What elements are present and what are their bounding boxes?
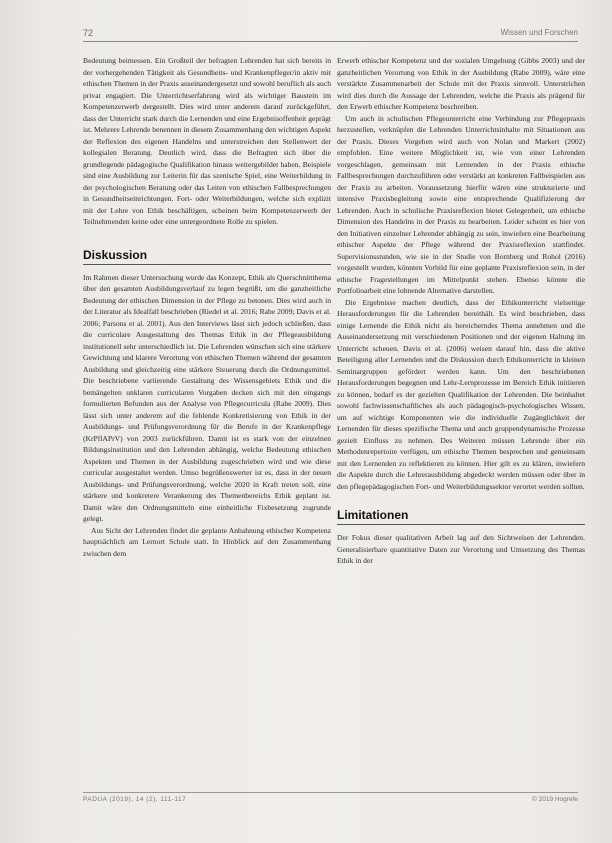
paragraph: Um auch in schulischen Pflegeunterricht eine Verbindung zur Pflegepraxis herzustellen, verknüpfen die Lehrenden Unterrichtsinhalte mit Situationen aus der Praxis. Dieses Vorgehen wird auch von Nolan und Markert (2002) empfohlen. Eine weitere Möglichkeit ist, wie von einer Lehrenden vorgeschlagen, gemeinsam mit Lernenden in der Praxis ethische Fallbesprechungen durchzuführen oder verstärkt an konkreten Fallbeispielen aus der Praxis zu arbeiten. Voraussetzung hierfür wären eine strukturierte und intensive Praxisbegleitung sowie eine entsprechende Qualifizierung der Lehrenden. Auch in schulische Praxisreflexion bietet Gelegenheit, um ethische Dimension des Handelns in der Praxis zu bearbeiten. Leider scheint es hier von den Initiativen einzelner Lehrender abhängig zu sein, inwiefern eine Bearbeitung ethischer Aspekte der Pflege während der Praxisreflexion stattfindet. Supervisionsstunden, wie sie in der Studie von Bornberg und Rohol (2016) vorgestellt wurden, könnten Vorbild für eine geplante Praxisreflexion sein, in der ethische Fragestellungen im Mittelpunkt stehen. Ebenso könnte die Portfolioarbeit eine lohnende Alternative darstellen. (337, 113, 585, 295)
section-heading-diskussion (83, 248, 331, 265)
paragraph: Der Fokus dieser qualitativen Arbeit lag auf den Sichtweisen der Lehrenden. Generalisierbare quantitative Daten zur Verortung und Umsetzung des Themas Ethik in der (337, 533, 585, 565)
section-title: Diskussion (83, 247, 148, 262)
page-footer (83, 796, 578, 808)
header-rule (83, 41, 578, 42)
paragraph: Im Rahmen dieser Untersuchung wurde das Konzept, Ethik als Querschnittthema über den gesamten Ausbildungsverlauf zu legen begrüßt, um die ganzheitliche Bedeutung der ethischen Dimension in der Pflege zu betonen. Dies wird auch in der Literatur als Idealfall beschrieben (Riedel et al. 2016; Rabe 2009; Davis et al. 2006; Parsons et al. 2001). Aus den Interviews lässt sich jedoch schließen, dass die curriculare Ausgestaltung des Themas Ethik in der Pflegeausbildung institutionell sehr unterschiedlich ist. Die Lehrenden wünschen sich eine stärkere Gewichtung und klarere Verortung von ethischen Themen während der gesamten Ausbildung und gleichzeitig eine stärkere Steuerung durch die Ordnungsmittel. Die beschriebene variierende Gestaltung des Wissensgebiets Ethik und die bemängelten unklaren curricularen Vorgaben decken sich mit den eingangs formulierten Befunden aus der Analyse von Pflegecurricula (Rabe 2009). Dies lässt sich unter anderem auf die fehlende Konkretisierung von Ethik in der Ausbildungs- und Prüfungsverordnung für die Berufe in der Krankenpflege (KrPflAPrV) von 2003 zurückführen. Damit ist es stark von der einzelnen Bildungsinstitution und den Lehrenden abhängig, welche Bedeutung ethischen Aspekten und Themen in der Ausbildung zugeschrieben wird und wie diese curricular ausgestaltet werden. Umso begrüßenswerter ist es, dass in der neuen Ausbildungs- und Prüfungsverordnung, welche 2020 in Kraft treten soll, eine stärkere und konkretere Verankerung des Themenbereichs Ethik geplant ist. Damit wäre den Ordnungsmitteln eine einheitliche Fixbesetzung zugrunde gelegt. (83, 272, 331, 523)
section-rule (83, 264, 331, 265)
section-title: Limitationen (337, 508, 409, 522)
page-number: 72 (83, 28, 94, 38)
copyright: © 2019 Hogrefe (532, 796, 578, 803)
page-header (83, 28, 578, 40)
running-head: Wissen und Forschen (500, 28, 578, 37)
paragraph: Die Ergebnisse machen deutlich, dass der Ethikunterricht vielseitige Herausforderungen für die Lehrenden bereithält. Es wird beschrieben, dass einige Lernende die Ethik nicht als bereicherndes Thema annehmen und die Auseinandersetzung mit verschiedenen Positionen und der eigenen Haltung im Unterricht scheuen. Davis et al. (2006) weisen darauf hin, dass die aktive Beteiligung aller Lernenden und die Diskussion durch Ethikunterricht in kleinen Seminargruppen gefördert werden kann. Um den beschriebenen Herausforderungen begegnen und Lehr-Lernprozesse im Bereich Ethik initiieren zu können, bedarf es der gezielten Qualifikation der Lehrenden. Die beinhaltet sowohl fachwissenschaftliches als auch pädagogisch-psychologisches Wissen, um auf wichtige Komponenten wie die individuelle Zugänglichkeit der Lernenden für dieses spezifische Thema und auch gruppendynamische Prozesse gezielt Einfluss zu nehmen. Des Weiteren müssen Lehrende über ein Methodenrepertoire verfügen, um ethische Themen besprechen und gemeinsam mit den Lernenden zu reflektieren zu können. Hier gilt es zu klären, inwiefern die Aspekte durch die Lehrerausbildung abgedeckt werden müssen oder über in den pflegepädagogischen Fort- und Weiterbildungssektor verortet werden sollten. (337, 297, 585, 491)
paragraph: Aus Sicht der Lehrenden findet die geplante Anbahnung ethischer Kompetenz hauptsächlich am Lernort Schule statt. In Hinblick auf den Zusammenhang zwischen dem (83, 525, 331, 558)
left-column (83, 55, 331, 559)
paragraph: Bedeutung beimessen. Ein Großteil der befragten Lehrenden hat sich bereits in der vorhergehenden Tätigkeit als Gesundheits- und Krankenpfleger/in aktiv mit ethischen Themen in der Praxis auseinandergesetzt und sowohl beruflich als auch privat engagiert. Die Unterrichtserfahrung wird als wichtiger Baustein im Kompetenzerwerb dergestellt. Dies wird unter anderem darauf zurückgeführt, dass der Unterricht stark durch die Lernenden und eine Ergebnisoffenheit geprägt ist. Mehrere Lehrende benennen in diesem Zusammenhang den wichtigen Aspekt der Reflexion des eigenen Handelns und unterstreichen den Stellenwert der kollegialen Beratung. Deutlich wird, dass die Befragten sich über die grundlegende pädagogische Qualifikation hinaus weitergebildet haben. Beispiele sind eine Ausbildung zur Leiterin für das szenische Spiel, eine Weiterbildung in der psychologischen Beratung oder das Leiten von ethischen Fallbesprechungen in Gesundheitseinrichtungen. Fort- oder Weiterbildungen, welche sich explizit mit der Lehre von Ethik beschäftigen, scheinen beim Kompetenzerwerb der Teilnehmenden keine oder eine untergeordnete Rolle zu spielen. (83, 56, 331, 226)
footer-rule (83, 792, 578, 793)
journal-info: PADUA (2019), 14 (2), 111-117 (83, 796, 187, 803)
right-column (337, 55, 585, 567)
section-rule (337, 524, 585, 525)
section-heading-limitationen (337, 508, 585, 525)
paragraph: Erwerb ethischer Kompetenz und der sozialen Umgebung (Gibbs 2003) und der ganzheitlichen Verortung von Ethik in der Ausbildung (Rabe 2009), wäre eine verstärkte Zusammenarbeit der Schule mit der Praxis sinnvoll. Unterstrichen wird dies durch die Aussage der Lehrenden, welche die Praxis als prägend für den Erwerb ethischer Kompetenz beschreiben. (337, 56, 585, 111)
